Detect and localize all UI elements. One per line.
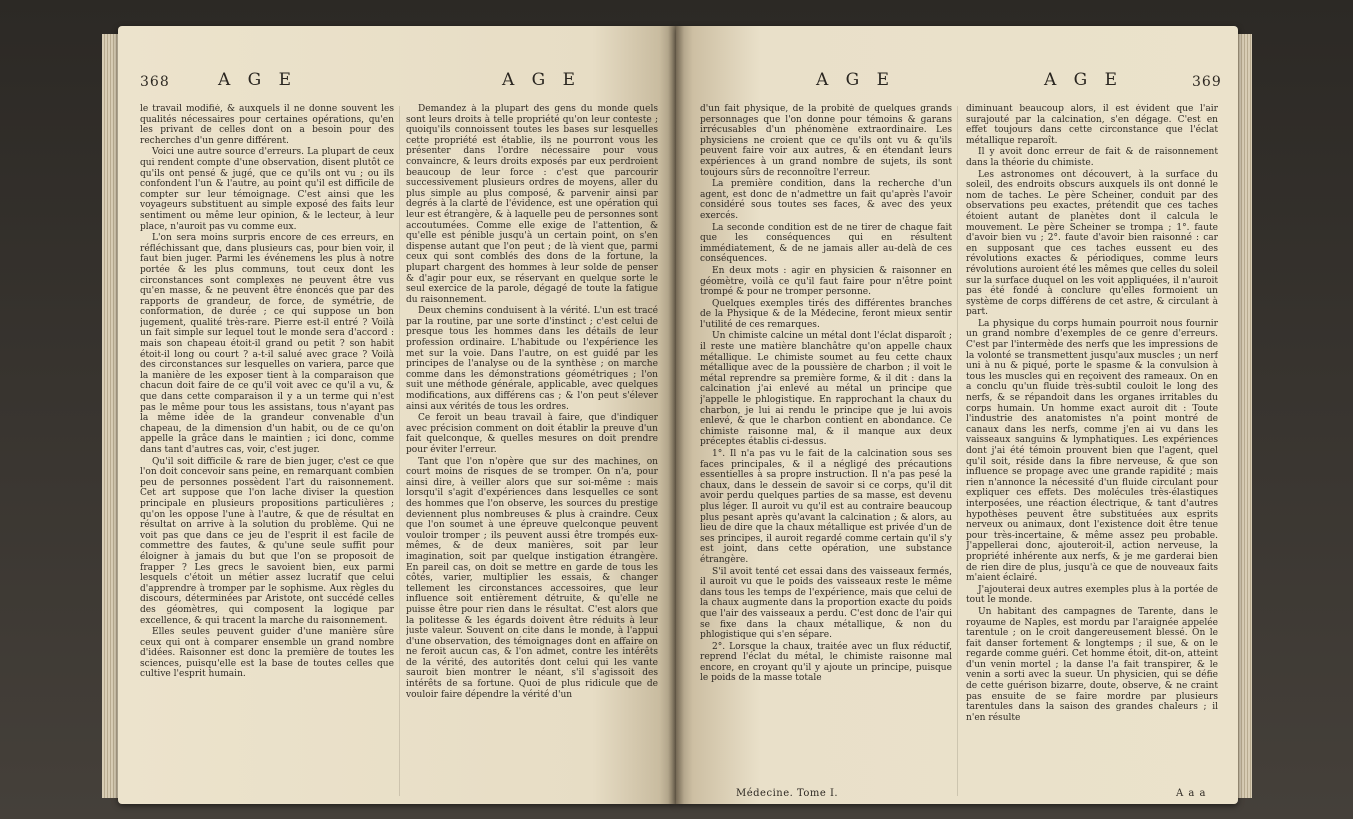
left-running-head-1: A G E [218, 70, 298, 90]
left-page-number: 368 [140, 74, 170, 90]
left-column-1 [140, 104, 394, 794]
left-running-head-2: A G E [502, 70, 582, 90]
paragraph: S'il avoit tenté cet essai dans des vaisseaux fermés, il auroit vu que le poids des vaisseaux reste le même dans tous les temps de l'expérience, mais que celui de la chaux augmente dans la proportion exacte du poids que l'air des vaisseaux a perdu. C'est donc de l'air qui se fixe dans la chaux métallique, & non du phlogistique qui s'en sépare. [700, 566, 952, 641]
paragraph: Deux chemins conduisent à la vérité. L'un est tracé par la routine, par une sorte d'instinct ; c'est celui de presque tous les hommes dans les détails de leur profession ordinaire. L'habitude ou l'expérience les met sur la voie. Dans l'autre, on est guidé par les principes de l'analyse ou de la synthèse ; on marche comme dans les démonstrations géométriques ; l'on suit une méthode générale, applicable, avec quelques modifications, aux différens cas ; & l'on peut s'élever ainsi aux vérités de tous les ordres. [406, 306, 658, 412]
column-divider [399, 106, 400, 796]
paragraph: Un chimiste calcine un métal dont l'éclat disparoît ; il reste une matière blanchâtre qu'on appelle chaux métallique. Le chimiste soumet au feu cette chaux métallique avec de la poussière de charbon ; il voit le métal reprendre sa première forme, & il dit : dans la calcination j'ai enlevé au métal un principe que j'appelle le phlogistique. En rapprochant la chaux du charbon, je lui ai rendu le principe que je lui avois enlevé, & que le charbon contient en abondance. Ce chimiste raisonne mal, & il manque aux deux préceptes établis ci-dessus. [700, 331, 952, 448]
right-page [676, 26, 1238, 804]
paragraph: La physique du corps humain pourroit nous fournir un grand nombre d'exemples de ce genre d'erreurs. C'est par l'intermède des nerfs que les impressions de la volonté se transmettent jusqu'aux muscles ; un nerf uni à nu & piqué, porte le spasme & la convulsion à tous les muscles qui en reçoivent des rameaux. On en a conclu qu'un fluide très-subtil couloit le long des nerfs, & se répandoit dans les organes irritables du corps humain. Un homme exact auroit dit : Toute l'industrie des anatomistes n'a point montré de canaux dans les nerfs, comme j'en ai vu dans les vaisseaux sanguins & lymphatiques. Les expériences dont j'ai été témoin prouvent bien que l'agent, quel qu'il soit, réside dans la fibre nerveuse, & que son influence se propage avec une grande rapidité ; mais rien n'annonce la nécessité d'un fluide circulant pour expliquer ces effets. Des molécules très-élastiques interposées, une réaction électrique, & tant d'autres hypothèses peuvent être substituées aux esprits nerveux ou animaux, dont l'existence doit être tenue pour très-incertaine, & même assez peu probable. J'appellerai donc, ajouteroit-il, action nerveuse, la propriété inhérente aux nerfs, & je me garderai bien de rien dire de plus, jusqu'à ce que de nouveaux faits m'aient éclairé. [966, 318, 1218, 584]
paragraph: Demandez à la plupart des gens du monde quels sont leurs droits à telle propriété qu'on leur conteste ; quoiqu'ils connoissent toutes les bases sur lesquelles cette propriété est établie, ils ne pourront vous les présenter dans l'ordre nécessaire pour vous convaincre, & leurs droits exposés par eux perdroient beaucoup de leur force : c'est que parcourir successivement plusieurs ordres de moyens, aller du plus simple au plus composé, & parvenir ainsi par degrés à la clarté de l'évidence, est une opération qui leur est étrangère, & à laquelle peu de personnes sont accoutumées. Comme elle exige de l'attention, & qu'elle est pénible jusqu'à un certain point, on s'en dispense autant que l'on peut ; de là vient que, parmi ceux qui sont comblés des dons de la fortune, la plupart chargent des hommes à leur solde de penser & d'agir pour eux, se réservant en quelque sorte le seul exercice de la parole, dégagé de toute la fatigue du raisonnement. [406, 104, 658, 305]
paragraph: diminuant beaucoup alors, il est évident que l'air surajouté par la calcination, s'en dégage. C'est en effet toujours dans cette circonstance que l'éclat métallique reparoît. [966, 104, 1218, 146]
paragraph: le travail modifié, & auxquels il ne donne souvent les qualités nécessaires pour certaines opérations, qu'en les privant de celles dont on a besoin pour des recherches d'un genre différent. [140, 104, 394, 146]
paragraph: 2°. Lorsque la chaux, traitée avec un flux réductif, reprend l'éclat du métal, le chimiste raisonne mal encore, en croyant qu'il y ajoute un principe, puisque le poids de la masse totale [700, 641, 952, 684]
book-gutter [668, 26, 684, 804]
paragraph: En deux mots : agir en physicien & raisonner en géomètre, voilà ce qu'il faut faire pour n'être point trompé & pour ne tromper personne. [700, 265, 952, 298]
right-column-1 [700, 104, 952, 784]
paragraph: Un habitant des campagnes de Tarente, dans le royaume de Naples, est mordu par l'araignée appelée tarentule ; on le croit dangereusement blessé. On le fait danser fortement & longtemps ; il sue, & on le regarde comme guéri. Cet homme étoit, dit-on, atteint d'un venin mortel ; la danse l'a fait transpirer, & le venin a sorti avec la sueur. Un physicien, qui se défie de cette guérison bizarre, doute, observe, & ne craint pas ensuite de se faire mordre par plusieurs tarentules dans la saison des grandes chaleurs ; il n'en résulte [966, 606, 1218, 723]
right-running-head-1: A G E [816, 70, 896, 90]
paragraph: Tant que l'on n'opère que sur des machines, on court moins de risques de se tromper. On n'a, pour ainsi dire, à veiller alors que sur soi-même : mais lorsqu'il s'agit d'expériences dans lesquelles ce sont des hommes que l'on observe, les sources du prestige deviennent plus nombreuses & plus à craindre. Ceux que l'on soumet à une épreuve quelconque peuvent vouloir tromper ; ils peuvent aussi être trompés eux-mêmes, & de deux manières, soit par leur imagination, soit par quelque instigation étrangère. En pareil cas, on doit se mettre en garde de tous les côtés, varier, multiplier les essais, & changer tellement les circonstances accessoires, que leur influence soit entièrement détruite, & qu'elle ne puisse être pour rien dans le résultat. C'est alors que la politesse & les égards doivent être réduits à leur juste valeur. Souvent on cite dans le monde, à l'appui d'une observation, des témoignages dont en affaire on ne feroit aucun cas, & l'on admet, contre les intérêts de la vérité, des autorités dont celui qui les vante sauroit bien montrer le néant, s'il s'agissoit des intérêts de sa fortune. Quoi de plus ridicule que de vouloir faire dépendre la vérité d'un [406, 456, 658, 700]
paragraph: Il y avoit donc erreur de fait & de raisonnement dans la théorie du chimiste. [966, 147, 1218, 168]
paragraph: La première condition, dans la recherche d'un agent, est donc de n'admettre un fait qu'après l'avoir considéré sous toutes ses faces, & avec des yeux exercés. [700, 179, 952, 221]
paragraph: L'on sera moins surpris encore de ces erreurs, en réfléchissant que, dans plusieurs cas, pour bien voir, il faut bien juger. Parmi les événemens les plus à notre portée & les plus communs, tout ceux dont les circonstances sont complexes ne peuvent être vus qu'en masse, & ne peuvent être énoncés que par des rapports de grandeur, de force, de symétrie, de conformation, de durée ; ce qui suppose un bon jugement, qualité très-rare. Pierre est-il entré ? Voilà un fait simple sur lequel tout le monde sera d'accord : mais son chapeau étoit-il grand ou petit ? son habit étoit-il long ou court ? a-t-il salué avec grace ? Voilà des circonstances sur lesquelles on variera, parce que la manière de les exposer tient à la comparaison que chacun doit faire de ce qu'il voit avec ce qu'il a vu, & que dans cette comparaison il y a un terme qui n'est pas le même pour tous les assistans, tous n'ayant pas la même idée de la grandeur convenable d'un chapeau, de la dimension d'un habit, ou de ce qu'on appelle la grâce dans le maintien ; ici donc, comme dans tant d'autres cas, voir, c'est juger. [140, 233, 394, 455]
paragraph: Les astronomes ont découvert, à la surface du soleil, des endroits obscurs auxquels ils ont donné le nom de taches. Le père Scheiner, conduit par des observations peu exactes, prétendit que ces taches étoient autant de planètes dont il calcula le mouvement. Le père Scheiner se trompa ; 1°. faute d'avoir bien vu ; 2°. faute d'avoir bien raisonné : car en supposant que ces taches eussent eu des révolutions exactes & périodiques, comme leurs révolutions auroient été les mêmes que celles du soleil sur la surface duquel on les voit appliquées, il n'auroit pas été fondé à conclure qu'elles formoient un système de corps différens de cet astre, & circulant à part. [966, 169, 1218, 318]
right-page-number: 369 [1192, 74, 1222, 90]
right-running-head-2: A G E [1044, 70, 1124, 90]
paragraph: 1°. Il n'a pas vu le fait de la calcination sous ses faces principales, & il a négligé des précautions essentielles à sa propre instruction. Il n'a pas pesé la chaux, dans le dessein de savoir si ce corps, qu'il dit avoir perdu quelques parties de sa masse, est devenu plus léger. Il auroit vu qu'il est au contraire beaucoup plus pesant après qu'avant la calcination ; & alors, au lieu de dire que la chaux métallique est privée d'un de ses principes, il auroit regardé comme certain qu'il s'y est joint, dans cette opération, une substance étrangère. [700, 449, 952, 565]
right-page-edges [1238, 34, 1252, 798]
left-page [118, 26, 676, 804]
paragraph: Quelques exemples tirés des différentes branches de la Physique & de la Médecine, feront mieux sentir l'utilité de ces remarques. [700, 298, 952, 330]
paragraph: Voici une autre source d'erreurs. La plupart de ceux qui rendent compte d'une observation, disent plutôt ce qu'ils ont pensé & jugé, que ce qu'ils ont vu ; ou ils confondent l'un & l'autre, au point qu'il est difficile de compter sur leur témoignage. C'est ainsi que les voyageurs substituent au simple exposé des faits leur sentiment ou même leur opinion, & le lecteur, à leur place, n'auroit pas vu comme eux. [140, 147, 394, 232]
paragraph: Ce feroit un beau travail à faire, que d'indiquer avec précision comment on doit établir la preuve d'un fait quelconque, & quelles mesures on doit prendre pour éviter l'erreur. [406, 413, 658, 455]
paragraph: d'un fait physique, de la probité de quelques grands personnages que l'on donne pour témoins & garans irrécusables d'un phénomène extraordinaire. Les physiciens ne croient que ce qu'ils ont vu & qu'ils peuvent faire voir aux autres, & en étendant leurs expériences à un grand nombre de sujets, ils sont toujours sûrs de reconnoître l'erreur. [700, 104, 952, 178]
column-divider [957, 106, 958, 796]
right-column-2 [966, 104, 1218, 784]
signature-mark: A a a [1176, 788, 1207, 799]
paragraph: Elles seules peuvent guider d'une manière sûre ceux qui ont à comparer ensemble un grand nombre d'idées. Raisonner est donc la première de toutes les sciences, puisqu'elle est la base de toutes celles que cultive l'esprit humain. [140, 627, 394, 680]
footer-volume-title: Médecine. Tome I. [736, 788, 839, 799]
left-page-edges [102, 34, 118, 798]
paragraph: J'ajouterai deux autres exemples plus à la portée de tout le monde. [966, 584, 1218, 606]
left-column-2 [406, 104, 658, 794]
paragraph: Qu'il soit difficile & rare de bien juger, c'est ce que l'on doit concevoir sans peine, en remarquant combien peu de personnes possèdent l'art du raisonnement. Cet art suppose que l'on lache diviser la question principale en plusieurs propositions particulières ; qu'on les oppose l'une à l'autre, & que de résultat en résultat on arrive à la solution du problème. Qui ne voit pas que dans ce jeu de l'esprit il est facile de commettre des fautes, & qu'une seule suffit pour éloigner à jamais du but que l'on se proposoit de frapper ? Les grecs le savoient bien, eux parmi lesquels c'étoit un métier assez lucratif que celui d'apprendre à tromper par le sophisme. Aux règles du discours, déterminées par Aristote, ont succédé celles des géomètres, qui composent la logique par excellence, & qui tracent la marche du raisonnement. [140, 456, 394, 626]
paragraph: La seconde condition est de ne tirer de chaque fait que les conséquences qui en résultent immédiatement, & de ne jamais aller au-delà de ces conséquences. [700, 222, 952, 265]
